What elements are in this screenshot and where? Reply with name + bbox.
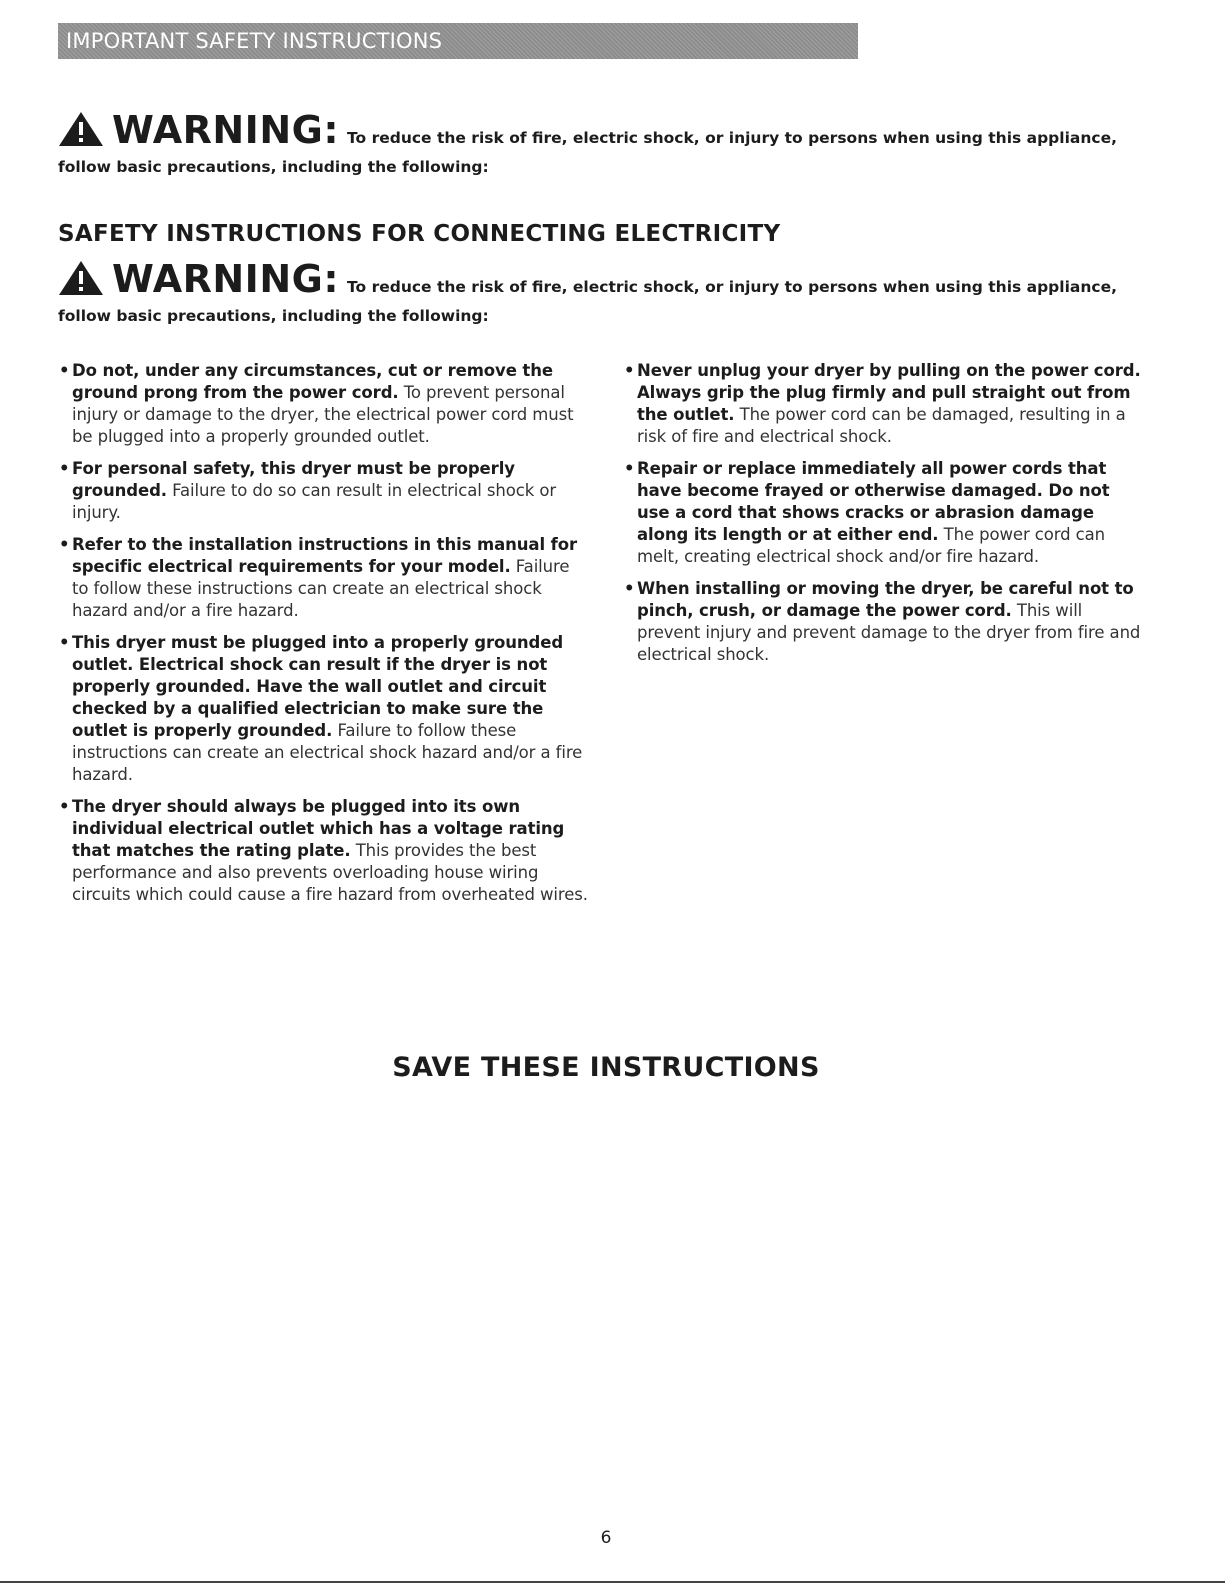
bullet-icon: • bbox=[59, 361, 70, 380]
bullet-text: Failure to follow these instructions can create an electrical shock hazard and/or a fire hazard. bbox=[72, 557, 570, 620]
list-item bbox=[58, 632, 588, 786]
bullet-bold-text: This dryer must be plugged into a properly grounded outlet. Electrical shock can result if the dryer is not properly grounded. Have the wall outlet and circuit checked by a qualified electrician to make sure the outlet is properly grounded. bbox=[72, 633, 564, 740]
bullet-icon: • bbox=[59, 633, 70, 652]
warning-block-top bbox=[58, 108, 1168, 176]
warning-heading: WARNING: bbox=[112, 108, 340, 152]
bullet-text: The power cord can melt, creating electrical shock and/or fire hazard. bbox=[637, 525, 1106, 566]
save-instructions-title: SAVE THESE INSTRUCTIONS bbox=[392, 1052, 820, 1083]
warning-text-line2: follow basic precautions, including the following: bbox=[58, 307, 489, 325]
bullet-bold-text: When installing or moving the dryer, be careful not to pinch, crush, or damage the power cord. bbox=[637, 579, 1134, 620]
list-item bbox=[623, 360, 1143, 448]
bullet-text: This will prevent injury and prevent damage to the dryer from fire and electrical shock. bbox=[637, 601, 1141, 664]
warning-heading: WARNING: bbox=[112, 257, 340, 301]
left-column bbox=[58, 360, 588, 916]
warning-block-section bbox=[58, 257, 1168, 325]
warning-triangle-icon bbox=[58, 260, 104, 296]
warning-text-line2: follow basic precautions, including the following: bbox=[58, 158, 489, 176]
bullet-text: This provides the best performance and also prevents overloading house wiring circuits which could cause a fire hazard from overheated wires. bbox=[72, 841, 588, 904]
list-item bbox=[58, 534, 588, 622]
list-item bbox=[58, 796, 588, 906]
bullet-text: Failure to do so can result in electrical shock or injury. bbox=[72, 481, 557, 522]
bullet-icon: • bbox=[624, 579, 635, 598]
bullet-bold-text: For personal safety, this dryer must be properly grounded. bbox=[72, 459, 515, 500]
section-title: SAFETY INSTRUCTIONS FOR CONNECTING ELECTRICITY bbox=[58, 221, 781, 247]
bullet-bold-text: The dryer should always be plugged into its own individual electrical outlet which has a voltage rating that matches the rating plate. bbox=[72, 797, 565, 860]
warning-text-line1: To reduce the risk of fire, electric shock, or injury to persons when using this appliance, bbox=[347, 129, 1117, 147]
right-column bbox=[623, 360, 1143, 676]
warning-text-line1: To reduce the risk of fire, electric shock, or injury to persons when using this appliance, bbox=[347, 278, 1117, 296]
bullet-icon: • bbox=[59, 797, 70, 816]
warning-triangle-icon bbox=[58, 111, 104, 147]
list-item bbox=[623, 458, 1143, 568]
bullet-icon: • bbox=[624, 459, 635, 478]
bottom-rule bbox=[0, 1581, 1225, 1583]
bullet-bold-text: Refer to the installation instructions in this manual for specific electrical requirements for your model. bbox=[72, 535, 578, 576]
banner-title: IMPORTANT SAFETY INSTRUCTIONS bbox=[66, 29, 443, 53]
bullet-text: Failure to follow these instructions can create an electrical shock hazard and/or a fire hazard. bbox=[72, 721, 583, 784]
bullet-text: The power cord can be damaged, resulting in a risk of fire and electrical shock. bbox=[637, 405, 1126, 446]
list-item bbox=[623, 578, 1143, 666]
bullet-icon: • bbox=[624, 361, 635, 380]
bullet-text: To prevent personal injury or damage to the dryer, the electrical power cord must be plugged into a properly grounded outlet. bbox=[72, 383, 574, 446]
page-number: 6 bbox=[600, 1528, 612, 1548]
bullet-bold-text: Never unplug your dryer by pulling on the power cord. Always grip the plug firmly and pull straight out from the outlet. bbox=[637, 361, 1141, 424]
bullet-icon: • bbox=[59, 535, 70, 554]
bullet-bold-text: Do not, under any circumstances, cut or remove the ground prong from the power cord. bbox=[72, 361, 553, 402]
bullet-bold-text: Repair or replace immediately all power cords that have become frayed or otherwise damaged. Do not use a cord that shows cracks or abrasion damage along its length or at either end. bbox=[637, 459, 1110, 544]
header-banner bbox=[58, 23, 858, 59]
list-item bbox=[58, 360, 588, 448]
list-item bbox=[58, 458, 588, 524]
bullet-icon: • bbox=[59, 459, 70, 478]
